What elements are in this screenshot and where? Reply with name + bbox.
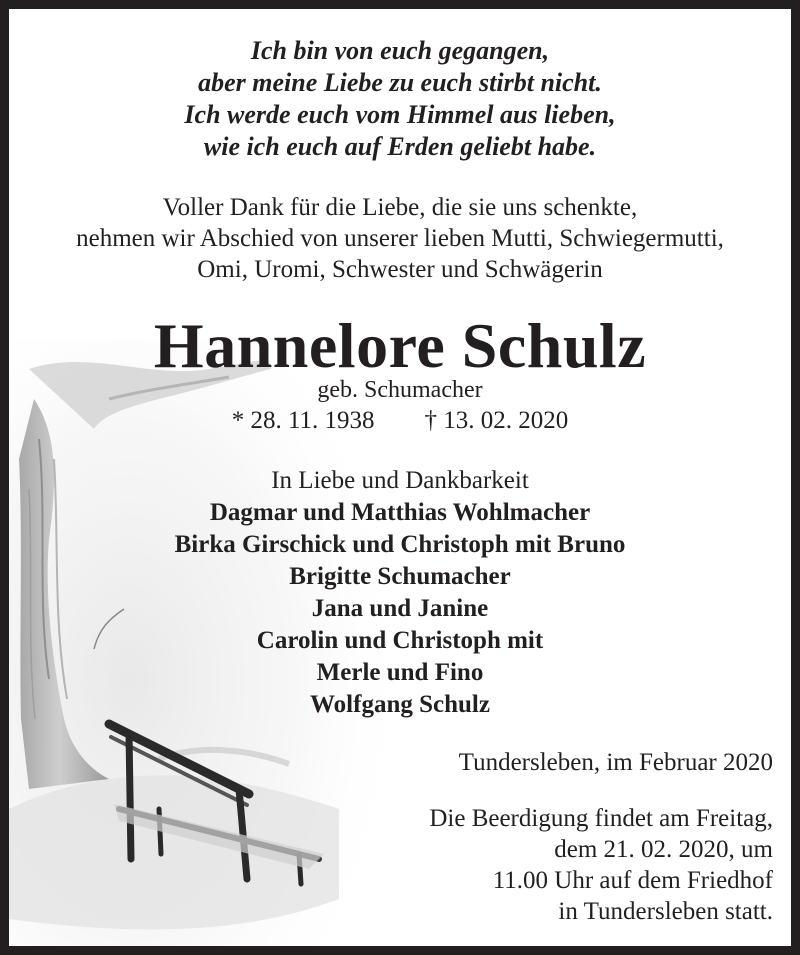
- death-date: † 13. 02. 2020: [424, 407, 569, 434]
- intro-line: nehmen wir Abschied von unserer lieben Mutti, Schwiegermutti,: [76, 225, 724, 252]
- poem-line: aber meine Liebe zu euch stirbt nicht.: [198, 68, 602, 97]
- mourner: Birka Girschick und Christoph mit Bruno: [174, 531, 626, 558]
- mourner: Wolfgang Schulz: [310, 691, 490, 718]
- poem-line: Ich werde euch vom Himmel aus lieben,: [184, 100, 616, 129]
- maiden-name: geb. Schumacher: [317, 377, 483, 403]
- mourners-intro: In Liebe und Dankbarkeit: [271, 467, 529, 494]
- funeral-line: 11.00 Uhr auf dem Friedhof: [492, 867, 773, 894]
- mourner: Brigitte Schumacher: [289, 563, 511, 590]
- notice-content: [9, 9, 791, 946]
- funeral-line: in Tundersleben statt.: [558, 898, 773, 925]
- funeral-line: dem 21. 02. 2020, um: [554, 836, 773, 863]
- mourner: Dagmar und Matthias Wohlmacher: [209, 499, 591, 526]
- funeral-line: Die Beerdigung findet am Freitag,: [429, 805, 773, 832]
- mourner: Jana und Janine: [311, 595, 489, 622]
- funeral-info: [429, 803, 773, 927]
- birth-date: * 28. 11. 1938: [231, 407, 375, 434]
- mourner: Merle und Fino: [316, 659, 484, 686]
- intro-line: Voller Dank für die Liebe, die sie uns schenkte,: [162, 194, 638, 221]
- intro-line: Omi, Uromi, Schwester und Schwägerin: [197, 256, 603, 283]
- poem-line: Ich bin von euch gegangen,: [250, 36, 550, 65]
- life-dates: [9, 405, 791, 437]
- deceased-name: Hannelore Schulz: [153, 310, 647, 381]
- place-and-date: Tundersleben, im Februar 2020: [458, 749, 773, 776]
- poem: [9, 35, 791, 163]
- mourner: Carolin und Christoph mit: [256, 627, 544, 654]
- farewell-intro: [9, 192, 791, 285]
- poem-line: wie ich euch auf Erden geliebt habe.: [203, 132, 597, 161]
- mourners-list: [9, 497, 791, 721]
